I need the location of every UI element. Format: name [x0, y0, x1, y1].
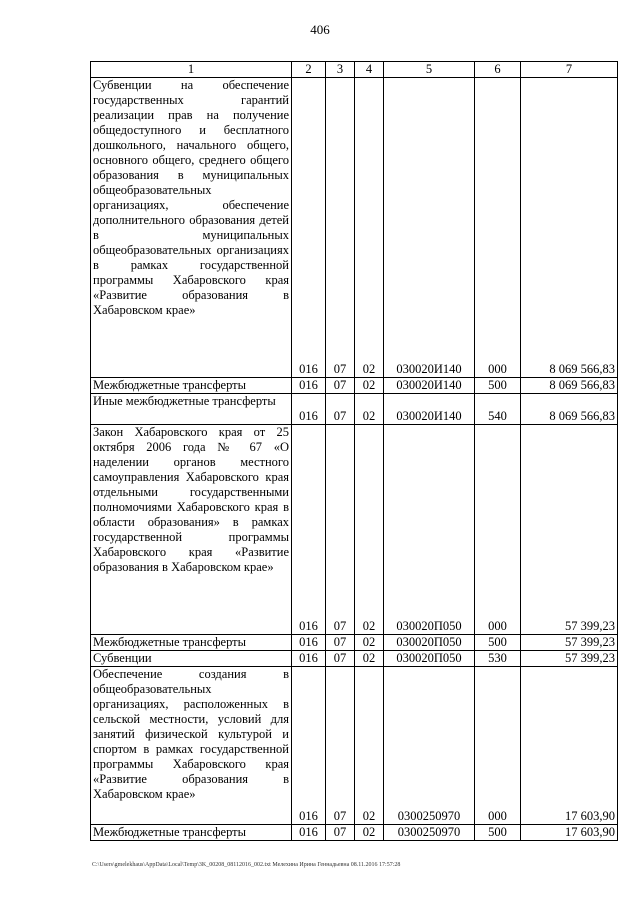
row-target-article: 030020П050 [384, 651, 475, 667]
row-ministry-code: 016 [292, 635, 326, 651]
table-row [91, 425, 618, 635]
row-description: Субвенции [91, 651, 292, 667]
row-ministry-code: 016 [292, 394, 326, 425]
table-row [91, 394, 618, 425]
row-target-article: 030020И140 [384, 378, 475, 394]
row-target-article: 030020П050 [384, 635, 475, 651]
row-target-article: 030020П050 [384, 425, 475, 635]
row-subsection: 02 [355, 635, 384, 651]
row-target-article: 030020И140 [384, 78, 475, 378]
page-number: 406 [310, 22, 330, 37]
row-section: 07 [326, 825, 355, 841]
row-subsection: 02 [355, 394, 384, 425]
row-expense-type: 000 [475, 667, 521, 825]
row-description: Межбюджетные трансферты [91, 378, 292, 394]
row-subsection: 02 [355, 78, 384, 378]
row-ministry-code: 016 [292, 667, 326, 825]
header-cell: 5 [384, 62, 475, 78]
table-row [91, 667, 618, 825]
row-section: 07 [326, 635, 355, 651]
row-ministry-code: 016 [292, 651, 326, 667]
header-cell: 2 [292, 62, 326, 78]
row-subsection: 02 [355, 825, 384, 841]
row-amount: 17 603,90 [521, 667, 618, 825]
table-row [91, 825, 618, 841]
row-section: 07 [326, 651, 355, 667]
table-header-row [91, 62, 618, 78]
table-row [91, 378, 618, 394]
row-expense-type: 540 [475, 394, 521, 425]
row-amount: 17 603,90 [521, 825, 618, 841]
row-description: Обеспечение создания в общеобразовательных организациях, расположенных в сельской местности, условий для занятий физической культурой и спортом в рамках государственной программы Хабаровского края «Развитие образования в Хабаровском крае» [91, 667, 292, 825]
header-cell: 6 [475, 62, 521, 78]
row-ministry-code: 016 [292, 425, 326, 635]
row-expense-type: 500 [475, 635, 521, 651]
row-description: Межбюджетные трансферты [91, 825, 292, 841]
row-section: 07 [326, 667, 355, 825]
row-description: Иные межбюджетные трансферты [91, 394, 292, 425]
file-path-footer: C:\Users\gmelekhaus\AppData\Local\Temp\3K_00208_08112016_002.txt Мелехина Ирина Геннадьевна 08.11.2016 17:57:28 [92, 862, 401, 868]
table-row [91, 635, 618, 651]
header-cell: 1 [91, 62, 292, 78]
row-description: Закон Хабаровского края от 25 октября 2006 года № 67 «О наделении органов местного самоуправления Хабаровского края отдельными государственными полномочиями Хабаровского края в области образования» в рамках государственной программы Хабаровского края «Развитие образования в Хабаровском крае» [91, 425, 292, 635]
table-row [91, 78, 618, 378]
row-section: 07 [326, 378, 355, 394]
row-target-article: 0300250970 [384, 825, 475, 841]
row-ministry-code: 016 [292, 378, 326, 394]
row-expense-type: 500 [475, 378, 521, 394]
row-section: 07 [326, 78, 355, 378]
header-cell: 4 [355, 62, 384, 78]
row-subsection: 02 [355, 651, 384, 667]
header-cell: 7 [521, 62, 618, 78]
row-amount: 57 399,23 [521, 425, 618, 635]
row-amount: 8 069 566,83 [521, 78, 618, 378]
row-expense-type: 500 [475, 825, 521, 841]
row-ministry-code: 016 [292, 78, 326, 378]
row-target-article: 0300250970 [384, 667, 475, 825]
row-description: Межбюджетные трансферты [91, 635, 292, 651]
row-amount: 57 399,23 [521, 651, 618, 667]
header-cell: 3 [326, 62, 355, 78]
row-expense-type: 000 [475, 78, 521, 378]
row-subsection: 02 [355, 378, 384, 394]
row-description: Субвенции на обеспечение государственных гарантий реализации прав на получение общедоступного и бесплатного дошкольного, начального общего, основного общего, среднего общего образования в муниципальных общеобразовательных организациях, обеспечение дополнительного образования детей в муниципальных общеобразовательных организациях в рамках государственной программы Хабаровского края «Развитие образования в Хабаровском крае» [91, 78, 292, 378]
row-ministry-code: 016 [292, 825, 326, 841]
row-amount: 57 399,23 [521, 635, 618, 651]
row-amount: 8 069 566,83 [521, 394, 618, 425]
row-expense-type: 000 [475, 425, 521, 635]
row-section: 07 [326, 394, 355, 425]
row-amount: 8 069 566,83 [521, 378, 618, 394]
row-expense-type: 530 [475, 651, 521, 667]
row-target-article: 030020И140 [384, 394, 475, 425]
row-section: 07 [326, 425, 355, 635]
budget-table [90, 61, 618, 841]
row-subsection: 02 [355, 425, 384, 635]
table-row [91, 651, 618, 667]
row-subsection: 02 [355, 667, 384, 825]
